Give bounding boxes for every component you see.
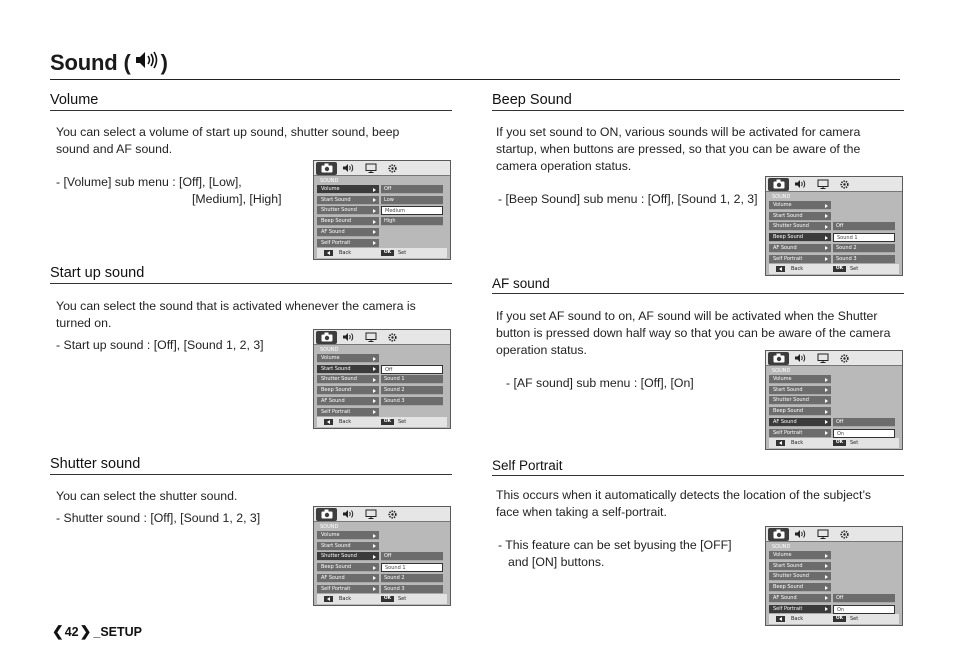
ok-button-icon: OK [833, 266, 846, 272]
menu-item: Start Sound [317, 365, 379, 374]
menu-item: Volume [769, 201, 831, 210]
back-arrow-icon [776, 616, 785, 622]
page-number [52, 623, 142, 640]
back-arrow-icon [324, 250, 333, 256]
menu-option: Sound 2 [381, 386, 443, 395]
submenu-title: SOUND [772, 194, 791, 200]
section-divider [50, 110, 452, 111]
menu-option: Off [381, 185, 443, 194]
menu-item: AF Sound [317, 228, 379, 237]
menu-option: Sound 1 [381, 563, 443, 572]
menu-item: Beep Sound [769, 407, 831, 416]
menu-item: Self Portrait [769, 255, 831, 264]
section-heading-startup: Start up sound [50, 265, 145, 281]
menu-option: Sound 1 [833, 233, 895, 242]
section-divider [492, 475, 904, 476]
settings-icon [834, 352, 855, 365]
menu-tab-bar [766, 351, 902, 366]
page-section-label: _SETUP [93, 624, 143, 639]
camera-menu-screen [313, 506, 451, 606]
text-line: You can select the shutter sound. [56, 489, 238, 503]
menu-item: Self Portrait [317, 408, 379, 417]
menu-option: Off [833, 222, 895, 231]
menu-item: Beep Sound [317, 563, 379, 572]
camera-icon [768, 352, 789, 365]
menu-item: Self Portrait [769, 605, 831, 614]
menu-option: Off [833, 418, 895, 427]
text-line: face when taking a self-portrait. [496, 505, 667, 519]
menu-tab-bar [314, 507, 450, 522]
title-close-paren: ) [160, 50, 168, 75]
submenu-title: SOUND [320, 524, 339, 530]
set-label: Set [850, 616, 859, 622]
title-open-paren: ( [123, 50, 131, 75]
menu-option: Off [381, 552, 443, 561]
menu-option: High [381, 217, 443, 226]
menu-item: Beep Sound [317, 217, 379, 226]
section-divider [492, 110, 904, 111]
menu-option: Off [381, 365, 443, 374]
menu-item: Volume [317, 531, 379, 540]
text-line: [Medium], [High] [192, 192, 282, 206]
ok-button-icon: OK [381, 596, 394, 602]
text-line: - This feature can be set byusing the [OFF] [498, 538, 732, 552]
sound-icon [790, 352, 811, 365]
submenu-title: SOUND [772, 544, 791, 550]
menu-footer [317, 248, 447, 258]
display-icon [360, 162, 381, 175]
menu-item: Start Sound [769, 212, 831, 221]
text-line: - [Volume] sub menu : [Off], [Low], [56, 175, 242, 189]
menu-option: Sound 3 [381, 585, 443, 594]
camera-menu-screen [765, 176, 903, 276]
settings-icon [382, 331, 403, 344]
text-line: startup, when buttons are pressed, so that you can be aware of the [496, 142, 861, 156]
submenu-title: SOUND [320, 178, 339, 184]
text-line: operation status. [496, 343, 587, 357]
display-icon [360, 331, 381, 344]
back-label: Back [791, 616, 804, 622]
menu-item: Self Portrait [317, 585, 379, 594]
set-label: Set [850, 440, 859, 446]
camera-icon [316, 331, 337, 344]
menu-footer [769, 438, 899, 448]
page-title [50, 50, 168, 76]
text-line: - Shutter sound : [Off], [Sound 1, 2, 3] [56, 511, 261, 525]
section-heading-beep: Beep Sound [492, 92, 572, 108]
menu-item: AF Sound [317, 397, 379, 406]
camera-menu-screen [765, 350, 903, 450]
menu-item: Volume [769, 375, 831, 384]
text-line: camera operation status. [496, 159, 632, 173]
camera-menu-screen [765, 526, 903, 626]
menu-item: Beep Sound [317, 386, 379, 395]
submenu-title: SOUND [772, 368, 791, 374]
back-label: Back [791, 266, 804, 272]
menu-tab-bar [766, 177, 902, 192]
angle-right-icon: ❯ [79, 623, 92, 639]
sound-icon [338, 162, 359, 175]
ok-button-icon: OK [833, 440, 846, 446]
menu-footer [317, 417, 447, 427]
menu-footer [769, 264, 899, 274]
back-arrow-icon [776, 266, 785, 272]
settings-icon [382, 508, 403, 521]
section-divider [50, 474, 452, 475]
section-text-shutter [56, 488, 260, 527]
menu-item: Shutter Sound [769, 396, 831, 405]
menu-item: Start Sound [317, 542, 379, 551]
menu-item: AF Sound [769, 594, 831, 603]
camera-icon [316, 508, 337, 521]
page-number-value: 42 [64, 624, 79, 639]
sound-icon [790, 178, 811, 191]
text-line: turned on. [56, 316, 112, 330]
back-label: Back [791, 440, 804, 446]
back-label: Back [339, 250, 352, 256]
menu-option: Sound 3 [381, 397, 443, 406]
display-icon [812, 528, 833, 541]
submenu-title: SOUND [320, 347, 339, 353]
menu-tab-bar [766, 527, 902, 542]
section-heading-af: AF sound [492, 276, 550, 291]
menu-option: Medium [381, 206, 443, 215]
back-arrow-icon [776, 440, 785, 446]
back-label: Back [339, 596, 352, 602]
text-line: button is pressed down half way so that you can be aware of the camera [496, 326, 891, 340]
sound-icon [338, 331, 359, 344]
menu-item: Shutter Sound [317, 552, 379, 561]
menu-item: Self Portrait [317, 239, 379, 248]
menu-tab-bar [314, 330, 450, 345]
menu-item: AF Sound [317, 574, 379, 583]
menu-item: Shutter Sound [317, 206, 379, 215]
menu-item: AF Sound [769, 418, 831, 427]
section-heading-shutter: Shutter sound [50, 456, 141, 472]
text-line: This occurs when it automatically detects the location of the subject’s [496, 488, 872, 502]
menu-footer [769, 614, 899, 624]
menu-item: Start Sound [317, 196, 379, 205]
display-icon [360, 508, 381, 521]
menu-option: Sound 1 [381, 375, 443, 384]
speaker-icon [134, 50, 158, 76]
ok-button-icon: OK [381, 250, 394, 256]
menu-tab-bar [314, 161, 450, 176]
text-line: - [Beep Sound] sub menu : [Off], [Sound 1, 2, 3] [498, 192, 758, 206]
angle-left-icon: ❮ [52, 623, 64, 639]
section-divider [50, 283, 452, 284]
text-line: If you set sound to ON, various sounds will be activated for camera [496, 125, 861, 139]
back-label: Back [339, 419, 352, 425]
menu-option: Off [833, 594, 895, 603]
menu-item: Start Sound [769, 386, 831, 395]
set-label: Set [398, 250, 407, 256]
camera-menu-screen [313, 160, 451, 260]
set-label: Set [398, 419, 407, 425]
menu-option: On [833, 429, 895, 438]
text-line: sound and AF sound. [56, 142, 173, 156]
menu-option: On [833, 605, 895, 614]
menu-item: Self Portrait [769, 429, 831, 438]
section-divider [492, 293, 904, 294]
text-line: and [ON] buttons. [508, 555, 605, 569]
text-line: You can select the sound that is activated whenever the camera is [56, 299, 416, 313]
settings-icon [382, 162, 403, 175]
sound-icon [790, 528, 811, 541]
settings-icon [834, 528, 855, 541]
display-icon [812, 178, 833, 191]
menu-item: Shutter Sound [317, 375, 379, 384]
menu-footer [317, 594, 447, 604]
display-icon [812, 352, 833, 365]
menu-option: Sound 3 [833, 255, 895, 264]
title-divider [50, 79, 900, 80]
menu-item: Beep Sound [769, 583, 831, 592]
menu-option: Sound 2 [833, 244, 895, 253]
menu-item: AF Sound [769, 244, 831, 253]
menu-item: Volume [769, 551, 831, 560]
menu-item: Start Sound [769, 562, 831, 571]
menu-item: Shutter Sound [769, 222, 831, 231]
menu-item: Volume [317, 185, 379, 194]
set-label: Set [850, 266, 859, 272]
menu-item: Volume [317, 354, 379, 363]
camera-icon [768, 178, 789, 191]
page-title-text: Sound [50, 50, 118, 75]
menu-option: Sound 2 [381, 574, 443, 583]
section-heading-volume: Volume [50, 92, 99, 108]
settings-icon [834, 178, 855, 191]
text-line: - Start up sound : [Off], [Sound 1, 2, 3] [56, 338, 264, 352]
sound-icon [338, 508, 359, 521]
back-arrow-icon [324, 419, 333, 425]
menu-item: Shutter Sound [769, 572, 831, 581]
camera-icon [316, 162, 337, 175]
text-line: If you set AF sound to on, AF sound will be activated when the Shutter [496, 309, 878, 323]
ok-button-icon: OK [381, 419, 394, 425]
ok-button-icon: OK [833, 616, 846, 622]
back-arrow-icon [324, 596, 333, 602]
menu-item: Beep Sound [769, 233, 831, 242]
camera-icon [768, 528, 789, 541]
section-heading-selfportrait: Self Portrait [492, 458, 563, 473]
text-line: You can select a volume of start up sound, shutter sound, beep [56, 125, 400, 139]
menu-option: Low [381, 196, 443, 205]
text-line: - [AF sound] sub menu : [Off], [On] [506, 376, 694, 390]
set-label: Set [398, 596, 407, 602]
camera-menu-screen [313, 329, 451, 429]
